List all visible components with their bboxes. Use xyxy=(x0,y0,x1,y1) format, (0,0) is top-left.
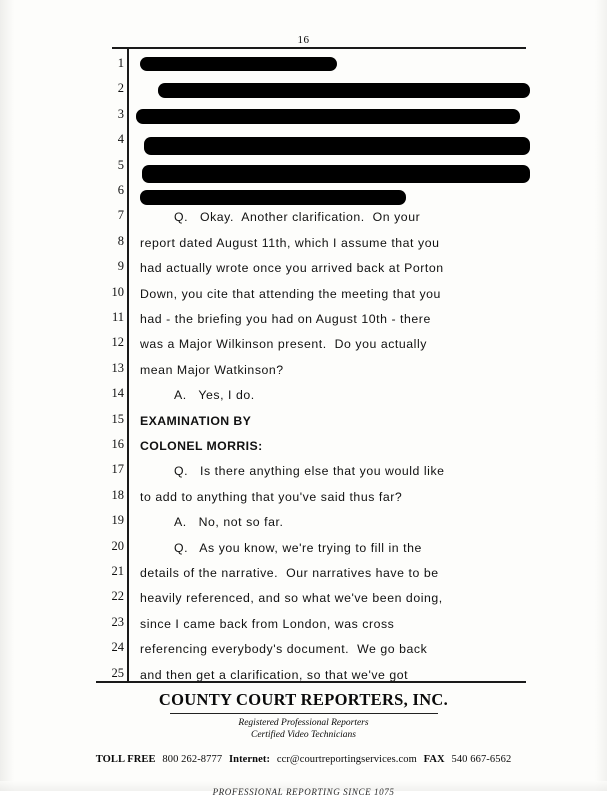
footer-subtitle-1: Registered Professional Reporters xyxy=(238,718,369,728)
line-number: 16 xyxy=(111,437,124,451)
toll-free-number: 800 262-8777 xyxy=(162,754,223,765)
line-number: 2 xyxy=(117,81,124,96)
line-number: 7 xyxy=(117,208,124,223)
redaction-bar xyxy=(140,57,337,71)
email-link[interactable]: ccr@courtreportingservices.com xyxy=(276,754,417,765)
transcript-frame-vertical-rule xyxy=(127,47,129,682)
redaction-bar xyxy=(158,83,530,98)
line-number: 20 xyxy=(111,538,124,553)
redaction-bar xyxy=(136,109,520,124)
redaction-bar xyxy=(140,190,406,205)
line-number: 25 xyxy=(111,665,124,680)
transcript-line: to add to anything that you've said thus far? xyxy=(140,489,403,504)
transcript-line: details of the narrative. Our narratives have to be xyxy=(140,566,439,580)
line-number: 5 xyxy=(117,157,124,172)
line-number: 11 xyxy=(111,310,124,324)
line-number: 14 xyxy=(111,386,124,401)
transcript-line: A. Yes, I do. xyxy=(174,388,255,403)
line-number: 17 xyxy=(111,462,124,477)
line-number: 24 xyxy=(111,640,124,655)
redaction-bar xyxy=(144,137,530,155)
scan-edge-shadow-right xyxy=(595,0,607,791)
transcript-line: had - the briefing you had on August 10th - there xyxy=(140,312,431,326)
redaction-bar xyxy=(142,165,530,183)
fax-label: FAX xyxy=(423,754,445,765)
line-number: 21 xyxy=(111,564,124,578)
fax-number: 540 667-6562 xyxy=(451,754,512,765)
internet-label: Internet: xyxy=(228,754,271,765)
transcript-line: Q. Okay. Another clarification. On your xyxy=(174,210,421,225)
transcript-line: Down, you cite that attending the meeting that you xyxy=(140,286,441,301)
line-number: 3 xyxy=(117,106,124,121)
footer-divider xyxy=(170,713,438,714)
footer-tagline: PROFESSIONAL REPORTING SINCE 1075 xyxy=(212,787,395,797)
transcript-line: Q. As you know, we're trying to fill in the xyxy=(174,540,422,555)
line-number: 9 xyxy=(117,259,124,274)
transcript-line: referencing everybody's document. We go back xyxy=(140,642,428,657)
transcript-line: A. No, not so far. xyxy=(174,515,284,530)
transcript-line: and then get a clarification, so that we've got xyxy=(140,667,409,682)
line-number: 6 xyxy=(117,183,124,197)
transcript-line: EXAMINATION BY xyxy=(140,413,252,428)
toll-free-label: TOLL FREE xyxy=(95,754,156,765)
page-number: 16 xyxy=(297,34,310,46)
line-number-gutter xyxy=(96,47,124,682)
line-number: 15 xyxy=(111,411,124,426)
reporting-firm-name xyxy=(0,690,607,710)
transcript-line: COLONEL MORRIS: xyxy=(140,439,263,453)
transcript-line: Q. Is there anything else that you would like xyxy=(174,464,445,479)
line-number: 22 xyxy=(111,589,124,604)
line-number: 1 xyxy=(117,56,124,70)
line-number: 8 xyxy=(117,233,124,248)
transcript-line: report dated August 11th, which I assume that you xyxy=(140,235,440,250)
transcript-line: since I came back from London, was cross xyxy=(140,616,395,631)
line-number: 13 xyxy=(111,360,124,375)
line-number: 18 xyxy=(111,487,124,502)
line-number: 4 xyxy=(117,132,124,147)
line-number: 12 xyxy=(111,335,124,350)
transcript-line: mean Major Watkinson? xyxy=(140,362,284,377)
page-footer xyxy=(0,690,607,797)
footer-contact-line xyxy=(0,754,607,765)
scan-edge-shadow-left xyxy=(0,0,14,791)
footer-subtitle-2: Certified Video Technicians xyxy=(250,730,356,740)
transcript-line: was a Major Wilkinson present. Do you actually xyxy=(140,337,427,352)
line-number: 19 xyxy=(111,513,124,528)
transcript-line: heavily referenced, and so what we've been doing, xyxy=(140,591,443,606)
line-number: 23 xyxy=(111,614,124,629)
transcript-line: had actually wrote once you arrived back at Porton xyxy=(140,261,444,276)
firm-name-text: COUNTY COURT REPORTERS, INC. xyxy=(158,690,449,709)
line-number: 10 xyxy=(111,284,124,299)
